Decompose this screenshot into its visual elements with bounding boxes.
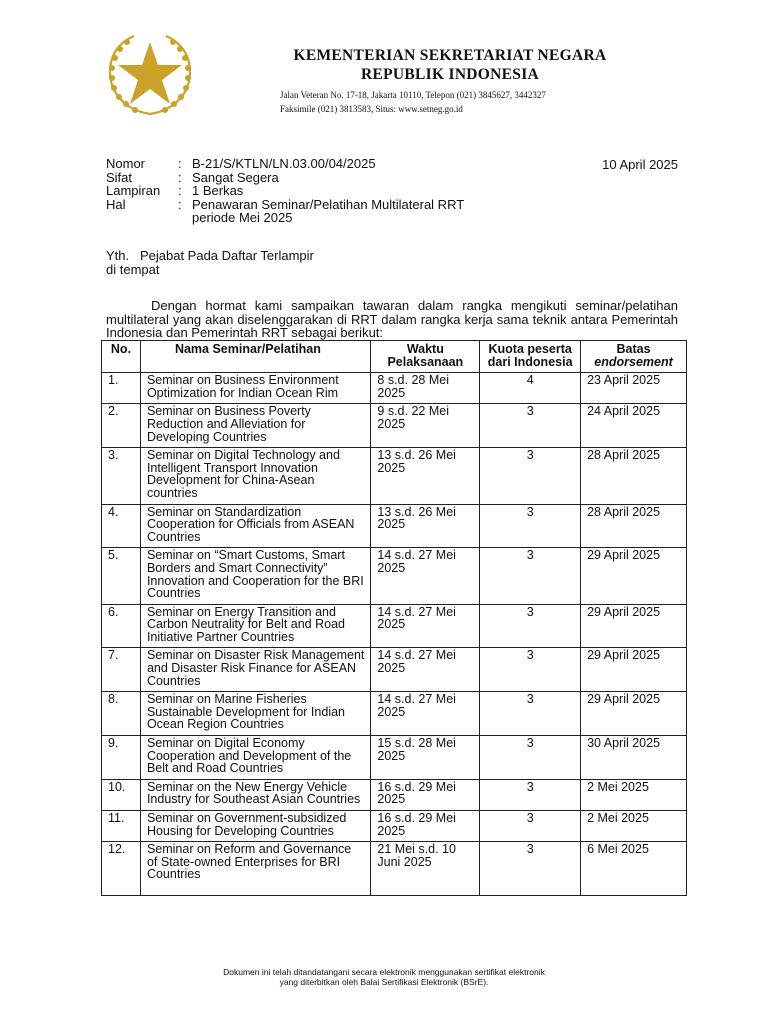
country-name: REPUBLIK INDONESIA — [360, 66, 540, 83]
row-deadline: 29 April 2025 — [581, 548, 687, 604]
nomor-label: Nomor — [106, 156, 146, 171]
meta-row-lampiran — [106, 184, 512, 198]
header-deadline-line-2: endorsement — [594, 354, 673, 369]
row-quota: 3 — [480, 811, 581, 842]
institution-name: KEMENTERIAN SEKRETARIAT NEGARA — [293, 47, 607, 64]
row-quota: 3 — [480, 504, 581, 548]
sifat-label: Sifat — [106, 169, 133, 185]
hal-value-line-2: periode Mei 2025 — [192, 210, 293, 225]
row-no: 7. — [102, 648, 141, 692]
row-deadline: 23 April 2025 — [581, 373, 687, 404]
seminar-table — [101, 340, 687, 896]
row-name: Seminar on Business Environment Optimization for Indian Ocean Rim — [140, 373, 370, 404]
meta-colon: : — [178, 183, 182, 198]
row-quota: 4 — [480, 373, 581, 404]
row-no: 10. — [102, 779, 141, 810]
row-no: 6. — [102, 604, 141, 648]
row-quota: 3 — [480, 842, 581, 896]
row-name: Seminar on Government-subsidized Housing for Developing Countries — [140, 811, 370, 842]
hal-label: Hal — [106, 196, 126, 212]
table-row — [102, 548, 687, 604]
row-quota: 3 — [480, 648, 581, 692]
row-time: 16 s.d. 29 Mei 2025 — [371, 779, 480, 810]
row-name: Seminar on Standardization Cooperation for Officials from ASEAN Countries — [140, 504, 370, 548]
table-row — [102, 779, 687, 810]
row-deadline: 29 April 2025 — [581, 692, 687, 736]
row-deadline: 29 April 2025 — [581, 648, 687, 692]
row-name: Seminar on the New Energy Vehicle Industry for Southeast Asian Countries — [140, 779, 370, 810]
row-deadline: 28 April 2025 — [581, 504, 687, 548]
row-name: Seminar on Energy Transition and Carbon Neutrality for Belt and Road Initiative Partner Countries — [140, 604, 370, 648]
row-quota: 3 — [480, 736, 581, 780]
hal-value — [192, 198, 512, 225]
meta-row-sifat — [106, 171, 512, 185]
row-time: 14 s.d. 27 Mei 2025 — [371, 692, 480, 736]
row-name: Seminar on “Smart Customs, Smart Borders and Smart Connectivity” Innovation and Cooperation for the BRI Countries — [140, 548, 370, 604]
meta-row-nomor — [106, 157, 512, 171]
header-time-line-1: Waktu — [406, 342, 444, 356]
header-deadline — [581, 341, 687, 373]
table-row — [102, 604, 687, 648]
intro-paragraph: Dengan hormat kami sampaikan tawaran dalam rangka mengikuti seminar/pelatihan multilateral yang akan diselenggarakan di RRT dalam rangka kerja sama teknik antara Pemerintah Indonesia dan Pemerintah RRT sebagai berikut: — [106, 298, 678, 340]
row-name: Seminar on Digital Economy Cooperation and Development of the Belt and Road Countries — [140, 736, 370, 780]
e-signature-footer — [0, 967, 768, 987]
meta-colon: : — [178, 196, 182, 212]
row-deadline: 2 Mei 2025 — [581, 811, 687, 842]
row-name: Seminar on Marine Fisheries Sustainable Development for Indian Ocean Region Countries — [140, 692, 370, 736]
row-time: 14 s.d. 27 Mei 2025 — [371, 648, 480, 692]
row-deadline: 2 Mei 2025 — [581, 779, 687, 810]
footer-line-1: Dokumen ini telah ditandatangani secara elektronik menggunakan sertifikat elektronik — [223, 967, 545, 977]
sifat-value: Sangat Segera — [192, 169, 279, 185]
hal-value-line-1: Penawaran Seminar/Pelatihan Multilateral RRT — [192, 196, 465, 212]
table-row — [102, 373, 687, 404]
table-row — [102, 692, 687, 736]
table-row — [102, 842, 687, 896]
row-name: Seminar on Disaster Risk Management and Disaster Risk Finance for ASEAN Countries — [140, 648, 370, 692]
addressee-line-2: di tempat — [106, 261, 160, 277]
header-deadline-line-1: Batas — [616, 342, 651, 356]
header-time — [371, 341, 480, 373]
lampiran-label: Lampiran — [106, 183, 161, 198]
row-name: Seminar on Business Poverty Reduction and Alleviation for Developing Countries — [140, 404, 370, 448]
row-deadline: 30 April 2025 — [581, 736, 687, 780]
table-row — [102, 811, 687, 842]
row-quota: 3 — [480, 548, 581, 604]
row-deadline: 6 Mei 2025 — [581, 842, 687, 896]
row-no: 5. — [102, 548, 141, 604]
row-time: 8 s.d. 28 Mei 2025 — [371, 373, 480, 404]
row-no: 4. — [102, 504, 141, 548]
header-time-line-2: Pelaksanaan — [387, 354, 464, 369]
letter-meta — [106, 157, 512, 225]
row-time: 15 s.d. 28 Mei 2025 — [371, 736, 480, 780]
row-no: 8. — [102, 692, 141, 736]
row-deadline: 24 April 2025 — [581, 404, 687, 448]
row-time: 13 s.d. 26 Mei 2025 — [371, 504, 480, 548]
row-time: 14 s.d. 27 Mei 2025 — [371, 604, 480, 648]
table-row — [102, 648, 687, 692]
addressee — [106, 249, 314, 276]
row-time: 13 s.d. 26 Mei 2025 — [371, 448, 480, 504]
row-quota: 3 — [480, 404, 581, 448]
row-deadline: 29 April 2025 — [581, 604, 687, 648]
row-deadline: 28 April 2025 — [581, 448, 687, 504]
row-name: Seminar on Reform and Governance of State-owned Enterprises for BRI Countries — [140, 842, 370, 896]
gold-star — [118, 42, 182, 104]
row-no: 12. — [102, 842, 141, 896]
row-no: 2. — [102, 404, 141, 448]
table-row — [102, 736, 687, 780]
row-time: 14 s.d. 27 Mei 2025 — [371, 548, 480, 604]
row-time: 16 s.d. 29 Mei 2025 — [371, 811, 480, 842]
address-line-1: Jalan Veteran No. 17-18, Jakarta 10110, Telepon (021) 3845627, 3442327 — [280, 90, 546, 100]
row-quota: 3 — [480, 604, 581, 648]
header-name: Nama Seminar/Pelatihan — [140, 341, 370, 373]
meta-colon: : — [178, 169, 182, 185]
row-no: 3. — [102, 448, 141, 504]
table-header-row — [102, 341, 687, 373]
meta-colon: : — [178, 156, 182, 171]
row-no: 11. — [102, 811, 141, 842]
letter-date: 10 April 2025 — [602, 157, 678, 172]
meta-row-hal — [106, 198, 512, 225]
addressee-line-1: Yth. Pejabat Pada Daftar Terlampir — [106, 248, 314, 263]
row-quota: 3 — [480, 448, 581, 504]
address-line-2: Faksimile (021) 3813583, Situs: www.setneg.go.id — [280, 104, 463, 114]
row-quota: 3 — [480, 779, 581, 810]
row-time: 9 s.d. 22 Mei 2025 — [371, 404, 480, 448]
header-no: No. — [102, 341, 141, 373]
row-no: 1. — [102, 373, 141, 404]
lampiran-value: 1 Berkas — [192, 183, 244, 198]
nomor-value: B-21/S/KTLN/LN.03.00/04/2025 — [192, 156, 376, 171]
row-quota: 3 — [480, 692, 581, 736]
row-time: 21 Mei s.d. 10 Juni 2025 — [371, 842, 480, 896]
row-no: 9. — [102, 736, 141, 780]
header-quota: Kuota peserta dari Indonesia — [480, 341, 581, 373]
letterhead — [240, 46, 660, 116]
table-row — [102, 404, 687, 448]
row-name: Seminar on Digital Technology and Intelligent Transport Innovation Development for China-Asean countries — [140, 448, 370, 504]
footer-line-2: yang diterbitkan oleh Balai Sertifikasi Elektronik (BSrE). — [279, 977, 489, 987]
table-row — [102, 448, 687, 504]
table-row — [102, 504, 687, 548]
garuda-star-emblem-icon — [104, 30, 196, 118]
